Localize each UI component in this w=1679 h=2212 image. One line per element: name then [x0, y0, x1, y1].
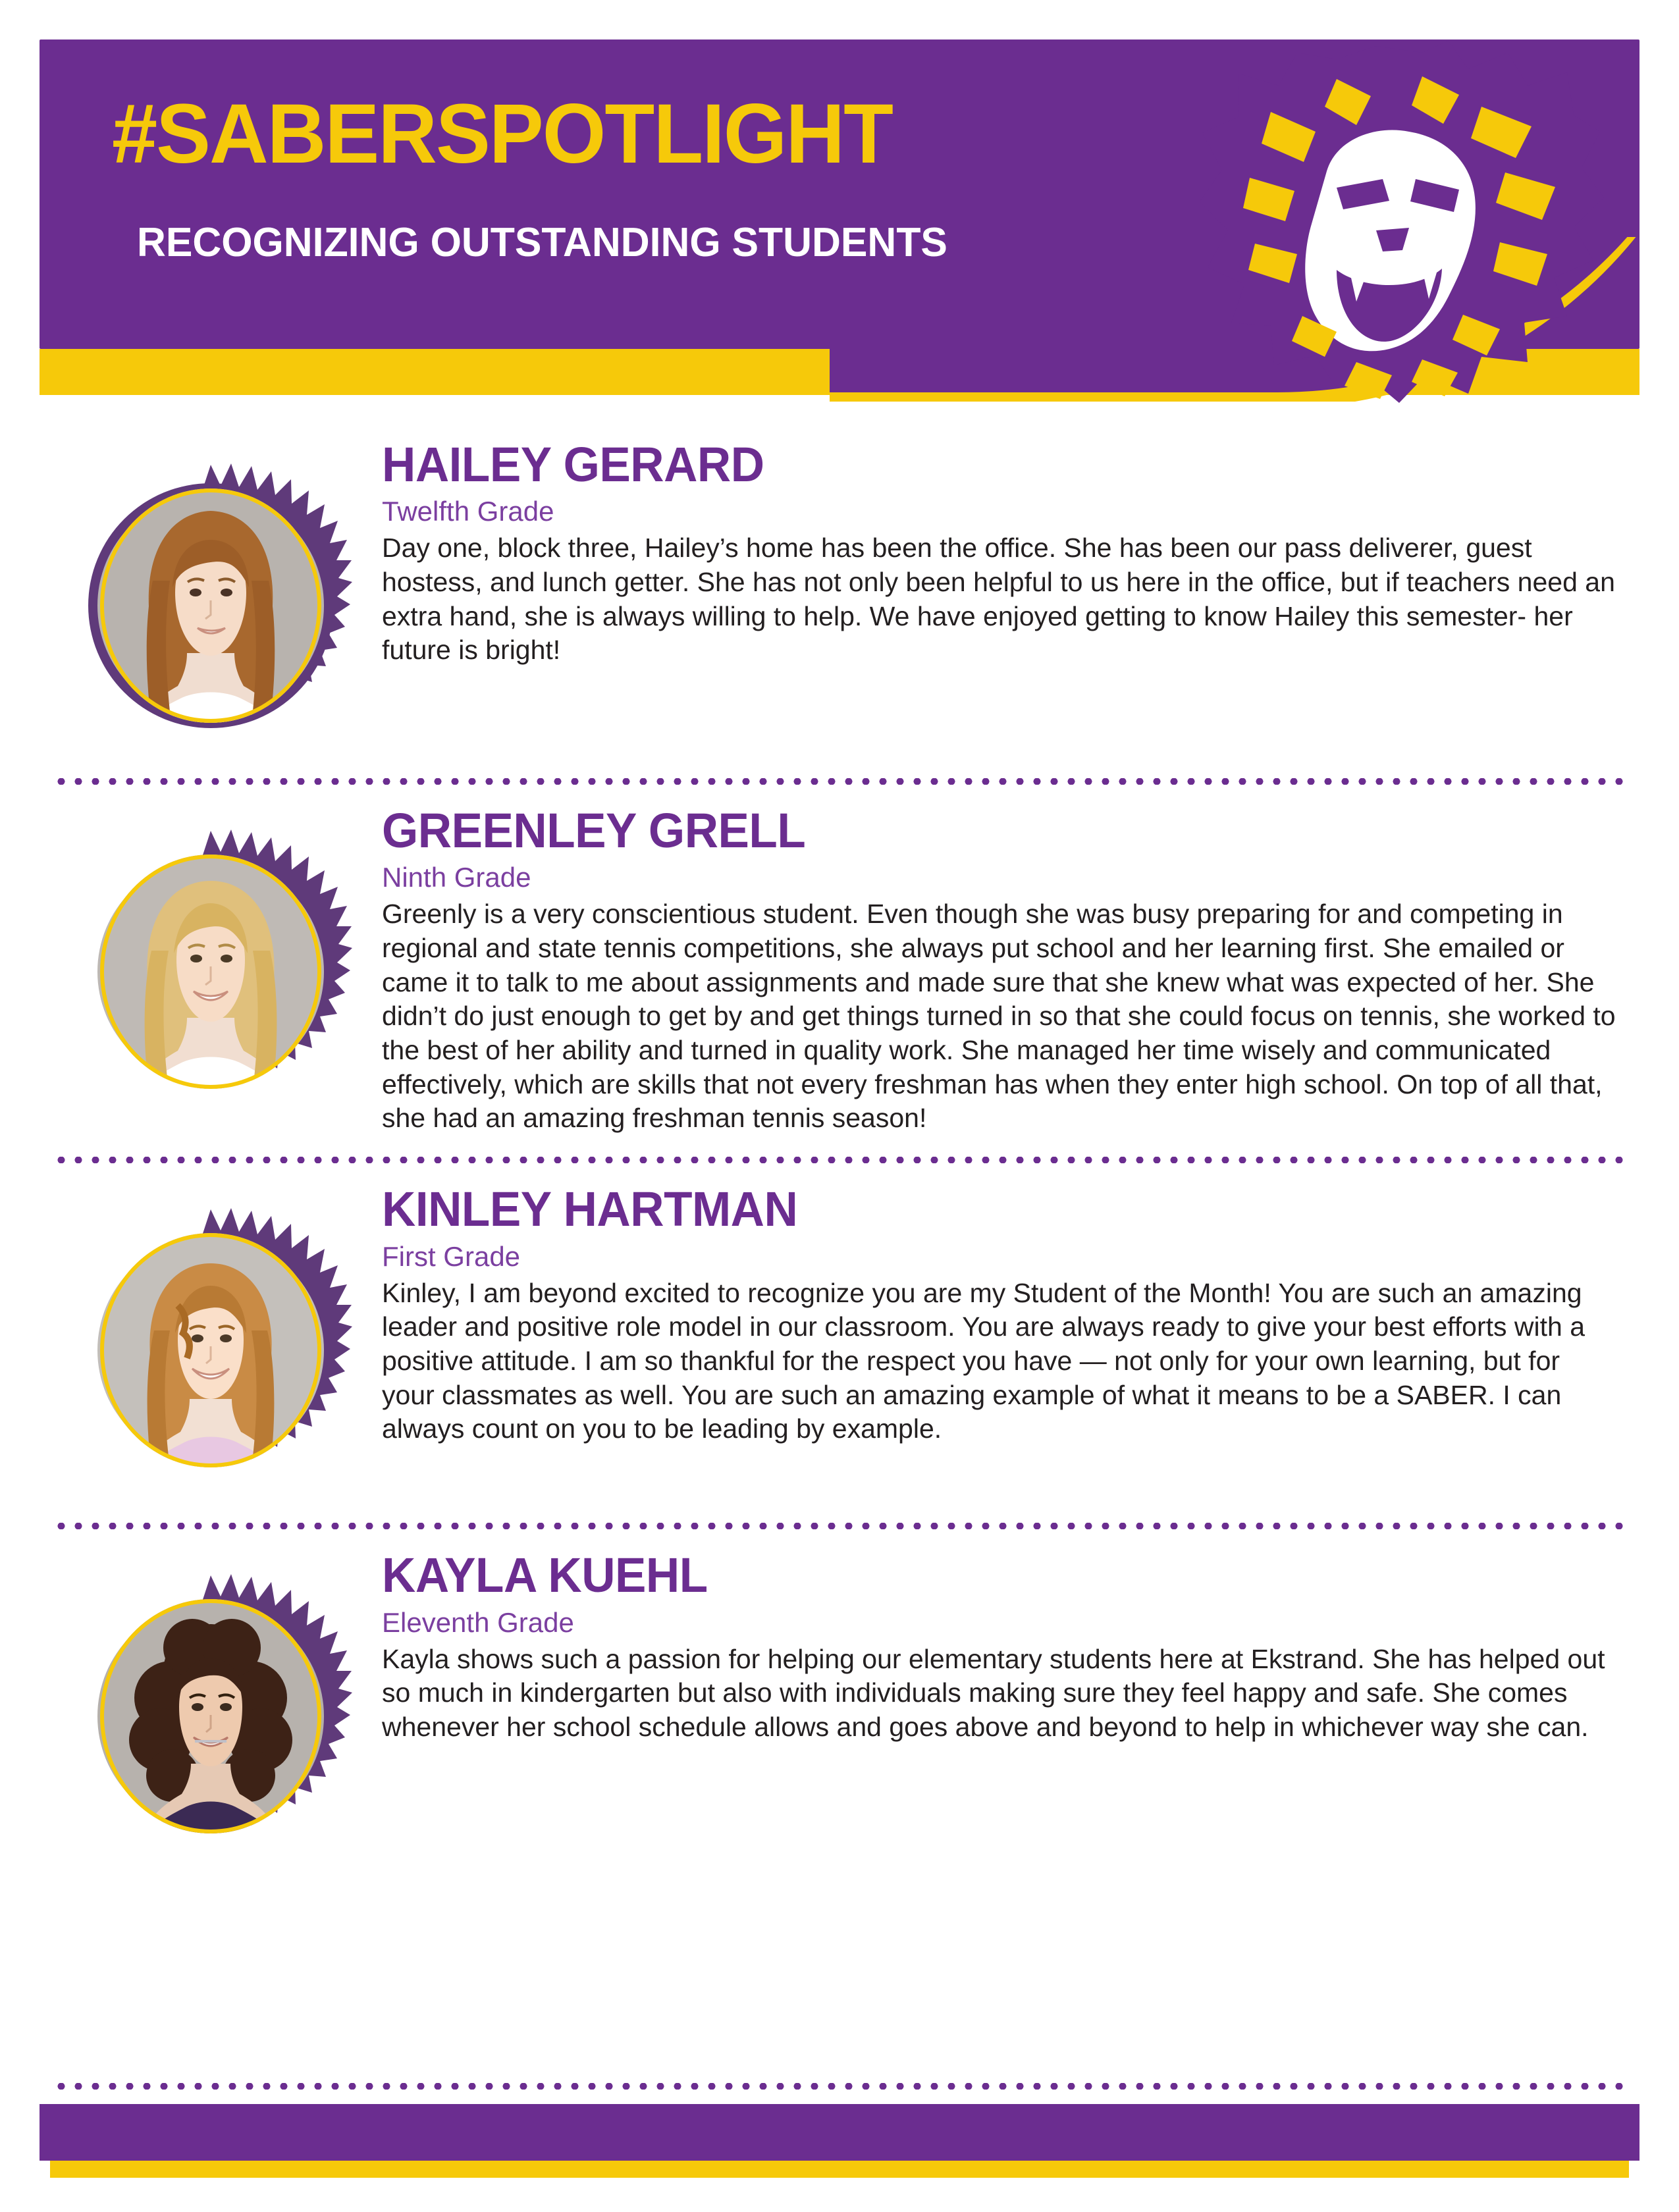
list-item	[40, 1172, 1639, 1514]
page-footer	[40, 2083, 1639, 2178]
list-item	[40, 1539, 1639, 1880]
section-divider	[53, 1157, 1626, 1163]
student-grade: First Grade	[382, 1240, 521, 1272]
page-header	[40, 40, 1639, 408]
footer-purple-band	[40, 2104, 1639, 2161]
section-divider	[53, 778, 1626, 785]
student-info	[382, 1550, 1639, 1744]
student-photo	[100, 855, 321, 1089]
student-photo	[100, 488, 321, 723]
student-grade: Twelfth Grade	[382, 496, 554, 527]
student-name: KINLEY HARTMAN	[382, 1182, 798, 1237]
student-description: Kinley, I am beyond excited to recognize you are my Student of the Month! You are such an amazing leader and positive role model in our classroom. You are always ready to give your best efforts with a positive attitude. I am so thankful for the respect you have — not only for your own learning, but for your classmates as well. You are such an amazing example of what it means to be a SABER. I can always count on you to be leading by example.	[382, 1277, 1586, 1444]
student-photo	[100, 1233, 321, 1467]
list-item	[40, 794, 1639, 1147]
student-photo	[100, 1599, 321, 1833]
footer-divider	[53, 2083, 1626, 2090]
footer-yellow-band	[50, 2161, 1629, 2178]
section-divider	[53, 1523, 1626, 1529]
student-info	[382, 437, 1639, 668]
student-photo-cell	[40, 1550, 382, 1868]
portrait-badge	[69, 1199, 352, 1502]
portrait-badge	[69, 1565, 352, 1868]
saber-tiger-mascot-icon	[1139, 33, 1613, 454]
student-photo-cell	[40, 806, 382, 1123]
page-subtitle: RECOGNIZING OUTSTANDING STUDENTS	[137, 220, 947, 265]
student-description: Day one, block three, Hailey’s home has been the office. She has been our pass deliverer, guest hostess, and lunch getter. She has not only been helpful to us here in the office, but if teachers need an extra hand, she is always willing to help. We have enjoyed getting to know Hailey this semester- her future is bright!	[382, 533, 1615, 666]
page-title: #SABERSPOTLIGHT	[112, 87, 893, 181]
student-grade: Eleventh Grade	[382, 1606, 574, 1638]
student-photo-cell	[40, 440, 382, 757]
student-grade: Ninth Grade	[382, 862, 531, 893]
student-spotlight-list	[40, 408, 1639, 1880]
student-description: Kayla shows such a passion for helping our elementary students here at Ekstrand. She has helped out so much in kindergarten but also with individuals making sure they feel happy and safe. She comes whenever her school schedule allows and goes above and beyond to help in whichever way she can.	[382, 1643, 1605, 1742]
student-photo-cell	[40, 1184, 382, 1502]
student-name: GREENLEY GRELL	[382, 803, 806, 858]
list-item	[40, 428, 1639, 769]
student-description: Greenly is a very conscientious student. Even though she was busy preparing for and competing in regional and state tennis competitions, she always put school and her learning first. She emailed or came it to talk to me about assignments and made sure that she knew what was expected of her. She didn’t do just enough to get by and get things turned in so that she could focus on tennis, she worked to the best of her ability and turned in quality work. She managed her time wisely and communicated effectively, which are skills that not every freshman has when they enter high school. On top of all that, she had an amazing freshman tennis season!	[382, 899, 1616, 1134]
student-info	[382, 1184, 1639, 1446]
student-info	[382, 803, 1639, 1136]
student-name: HAILEY GERARD	[382, 437, 764, 492]
portrait-badge	[69, 454, 352, 757]
student-name: KAYLA KUEHL	[382, 1548, 708, 1603]
portrait-badge	[69, 820, 352, 1123]
